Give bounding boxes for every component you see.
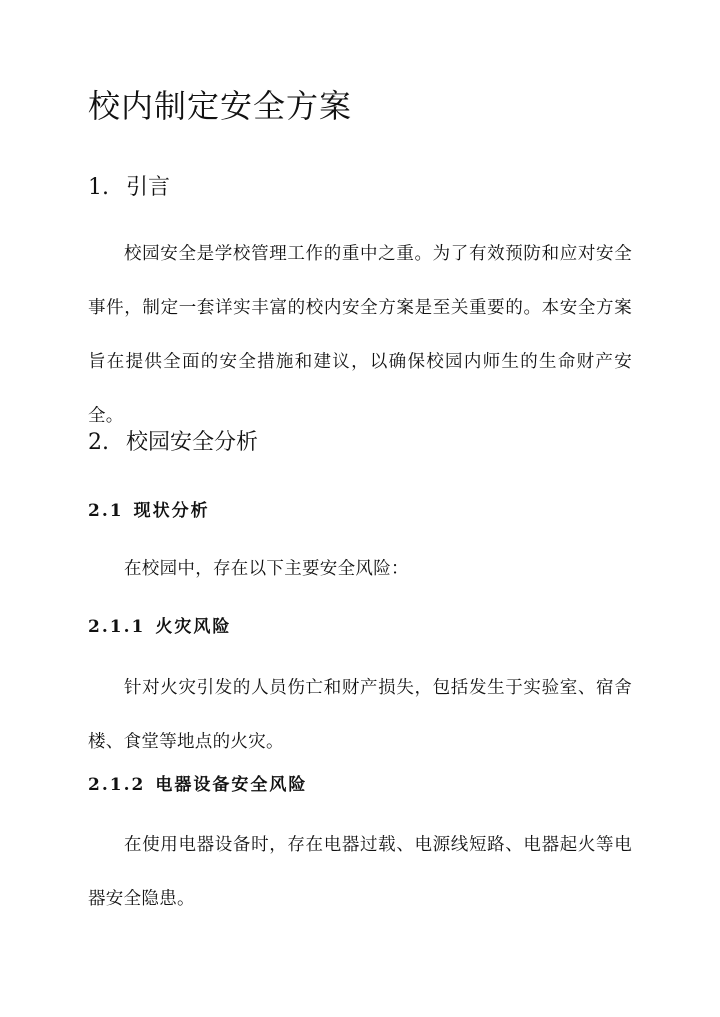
section-1-number: 1. bbox=[88, 175, 109, 200]
subsection-2-1-2-heading bbox=[88, 772, 307, 798]
subsection-2-1-2-title: 电器设备安全风险 bbox=[155, 775, 308, 795]
subsection-2-1-2-paragraph: 在使用电器设备时，存在电器过载、电源线短路、电器起火等电器安全隐患。 bbox=[88, 835, 632, 909]
subsection-2-1-1-number: 2.1.1 bbox=[88, 617, 146, 637]
subsection-2-1-title: 现状分析 bbox=[133, 501, 210, 521]
section-1-paragraph: 校园安全是学校管理工作的重中之重。为了有效预防和应对安全事件，制定一套详实丰富的校内安全方案是至关重要的。本安全方案旨在提供全面的安全措施和建议，以确保校园内师生的生命财产安全。 bbox=[88, 244, 632, 426]
subsection-2-1-1-paragraph: 针对火灾引发的人员伤亡和财产损失，包括发生于实验室、宿舍楼、食堂等地点的火灾。 bbox=[88, 678, 632, 752]
subsection-2-1-number: 2.1 bbox=[88, 501, 124, 521]
subsection-2-1-1-heading bbox=[88, 614, 231, 640]
subsection-2-1-heading bbox=[88, 498, 210, 524]
subsection-2-1-paragraph: 在校园中，存在以下主要安全风险： bbox=[124, 559, 409, 579]
section-1-title: 引言 bbox=[126, 175, 171, 200]
subsection-2-1-1-title: 火灾风险 bbox=[155, 617, 232, 637]
document-title: 校内制定安全方案 bbox=[88, 87, 353, 125]
section-2-number: 2. bbox=[88, 430, 109, 455]
subsection-2-1-2-number: 2.1.2 bbox=[88, 775, 146, 795]
section-2-title: 校园安全分析 bbox=[126, 430, 259, 455]
section-2-heading bbox=[88, 425, 258, 461]
section-1-heading bbox=[88, 170, 170, 206]
